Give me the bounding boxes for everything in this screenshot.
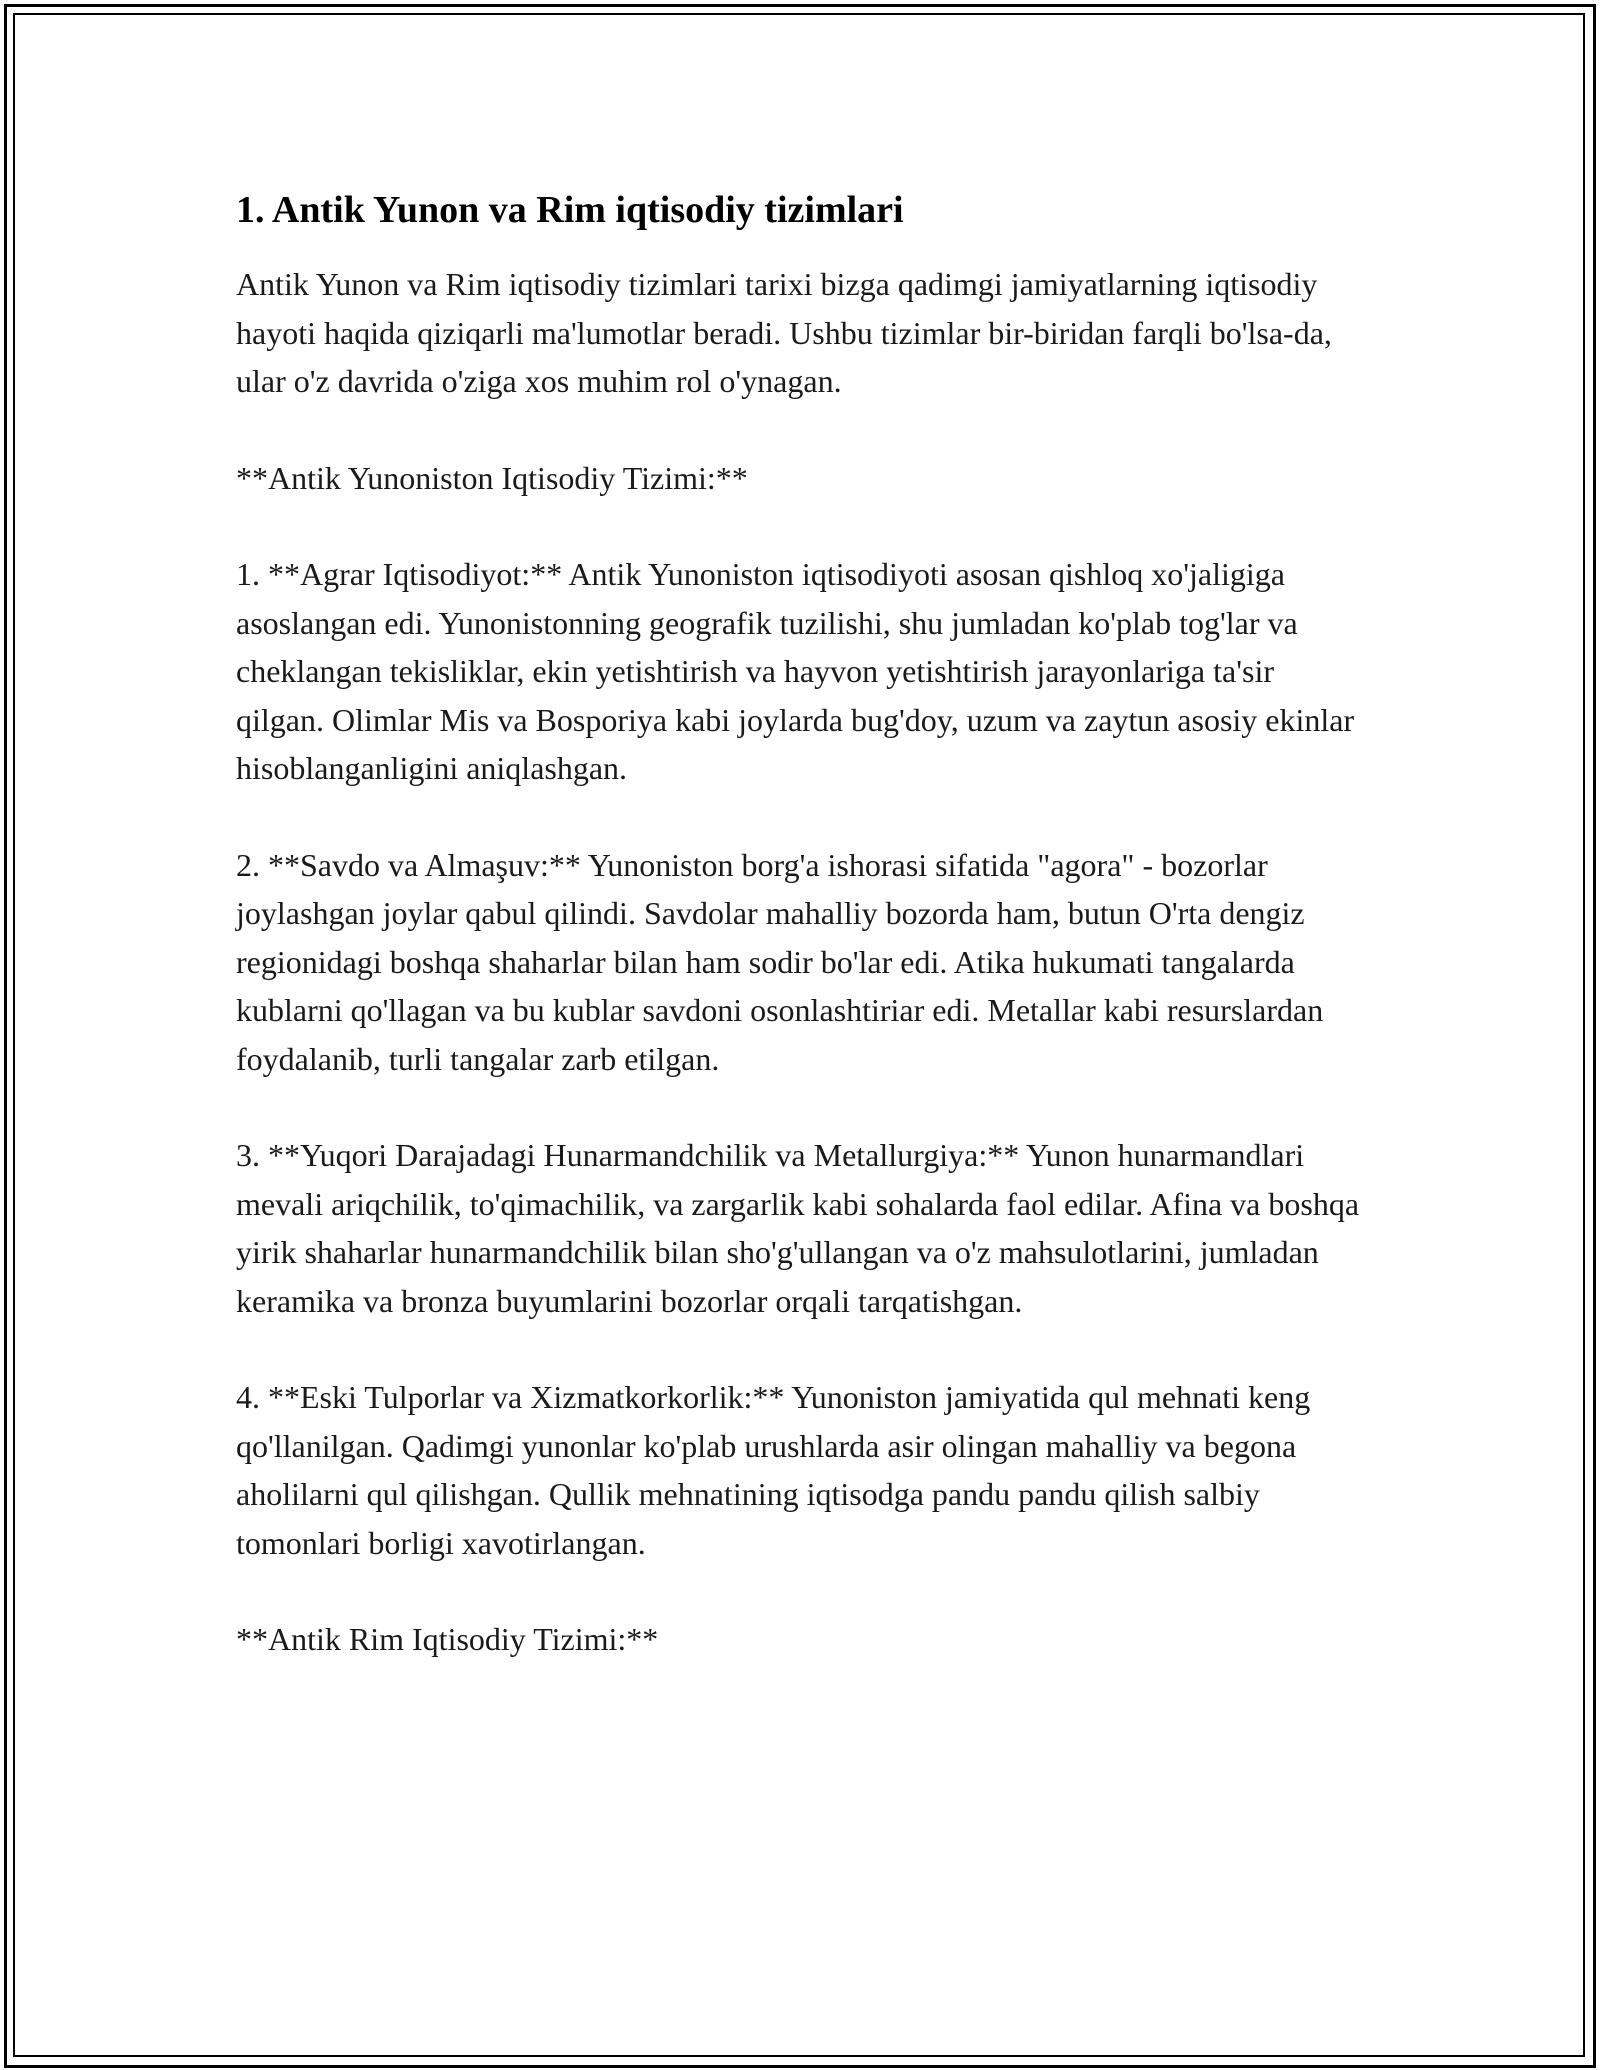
greek-section-title: **Antik Yunoniston Iqtisodiy Tizimi:**: [236, 459, 748, 496]
list-item-qullik: 4. **Eski Tulporlar va Xizmatkorkorlik:** Yunoniston jamiyatida qul mehnati keng qo'llanilgan. Qadimgi yunonlar ko'plab urushlarda asir olingan mahalliy va begona aholilarni qul qilishgan. Qullik mehnatining iqtisodga pandu pandu qilish salbiy tomonlari borligi xavotirlangan.: [236, 1379, 1311, 1561]
document-body: [236, 186, 1366, 1712]
list-item-savdo: 2. **Savdo va Almaşuv:** Yunoniston borg'a ishorasi sifatida "agora" - bozorlar joylashgan joylar qabul qilindi. Savdolar mahalliy bozorda ham, butun O'rta dengiz regionidagi boshqa shaharlar bilan ham sodir bo'lar edi. Atika hukumati tangalarda kublarni qo'llagan va bu kublar savdoni osonlashtiriar edi. Metallar kabi resurslardan foydalanib, turli tangalar zarb etilgan.: [236, 846, 1324, 1077]
roman-section-title: **Antik Rim Iqtisodiy Tizimi:**: [236, 1621, 659, 1657]
list-item-agrar: 1. **Agrar Iqtisodiyot:** Antik Yunoniston iqtisodiyoti asosan qishloq xo'jaligiga asoslangan edi. Yunonistonning geografik tuzilishi, shu jumladan ko'plab tog'lar va cheklangan tekisliklar, ekin yetishtirish va hayvon yetishtirish jarayonlariga ta'sir qilgan. Olimlar Mis va Bosporiya kabi joylarda bug'doy, uzum va zaytun asosiy ekinlar hisoblanganligini aniqlashgan.: [236, 556, 1355, 786]
section-heading: 1. Antik Yunon va Rim iqtisodiy tizimlari: [236, 189, 904, 231]
list-item-hunarmandchilik: 3. **Yuqori Darajadagi Hunarmandchilik va Metallurgiya:** Yunon hunarmandlari mevali ariqchilik, to'qimachilik, va zargarlik kabi sohalarda faol edilar. Afina va boshqa yirik shaharlar hunarmandchilik bilan sho'g'ullangan va o'z mahsulotlarini, jumladan keramika va bronza buyumlarini bozorlar orqali tarqatishgan.: [236, 1137, 1360, 1319]
intro-paragraph: Antik Yunon va Rim iqtisodiy tizimlari tarixi bizga qadimgi jamiyatlarning iqtisodiy hayoti haqida qiziqarli ma'lumotlar beradi. Ushbu tizimlar bir-biridan farqli bo'lsa-da, ular o'z davrida o'ziga xos muhim rol o'ynagan.: [236, 266, 1332, 399]
